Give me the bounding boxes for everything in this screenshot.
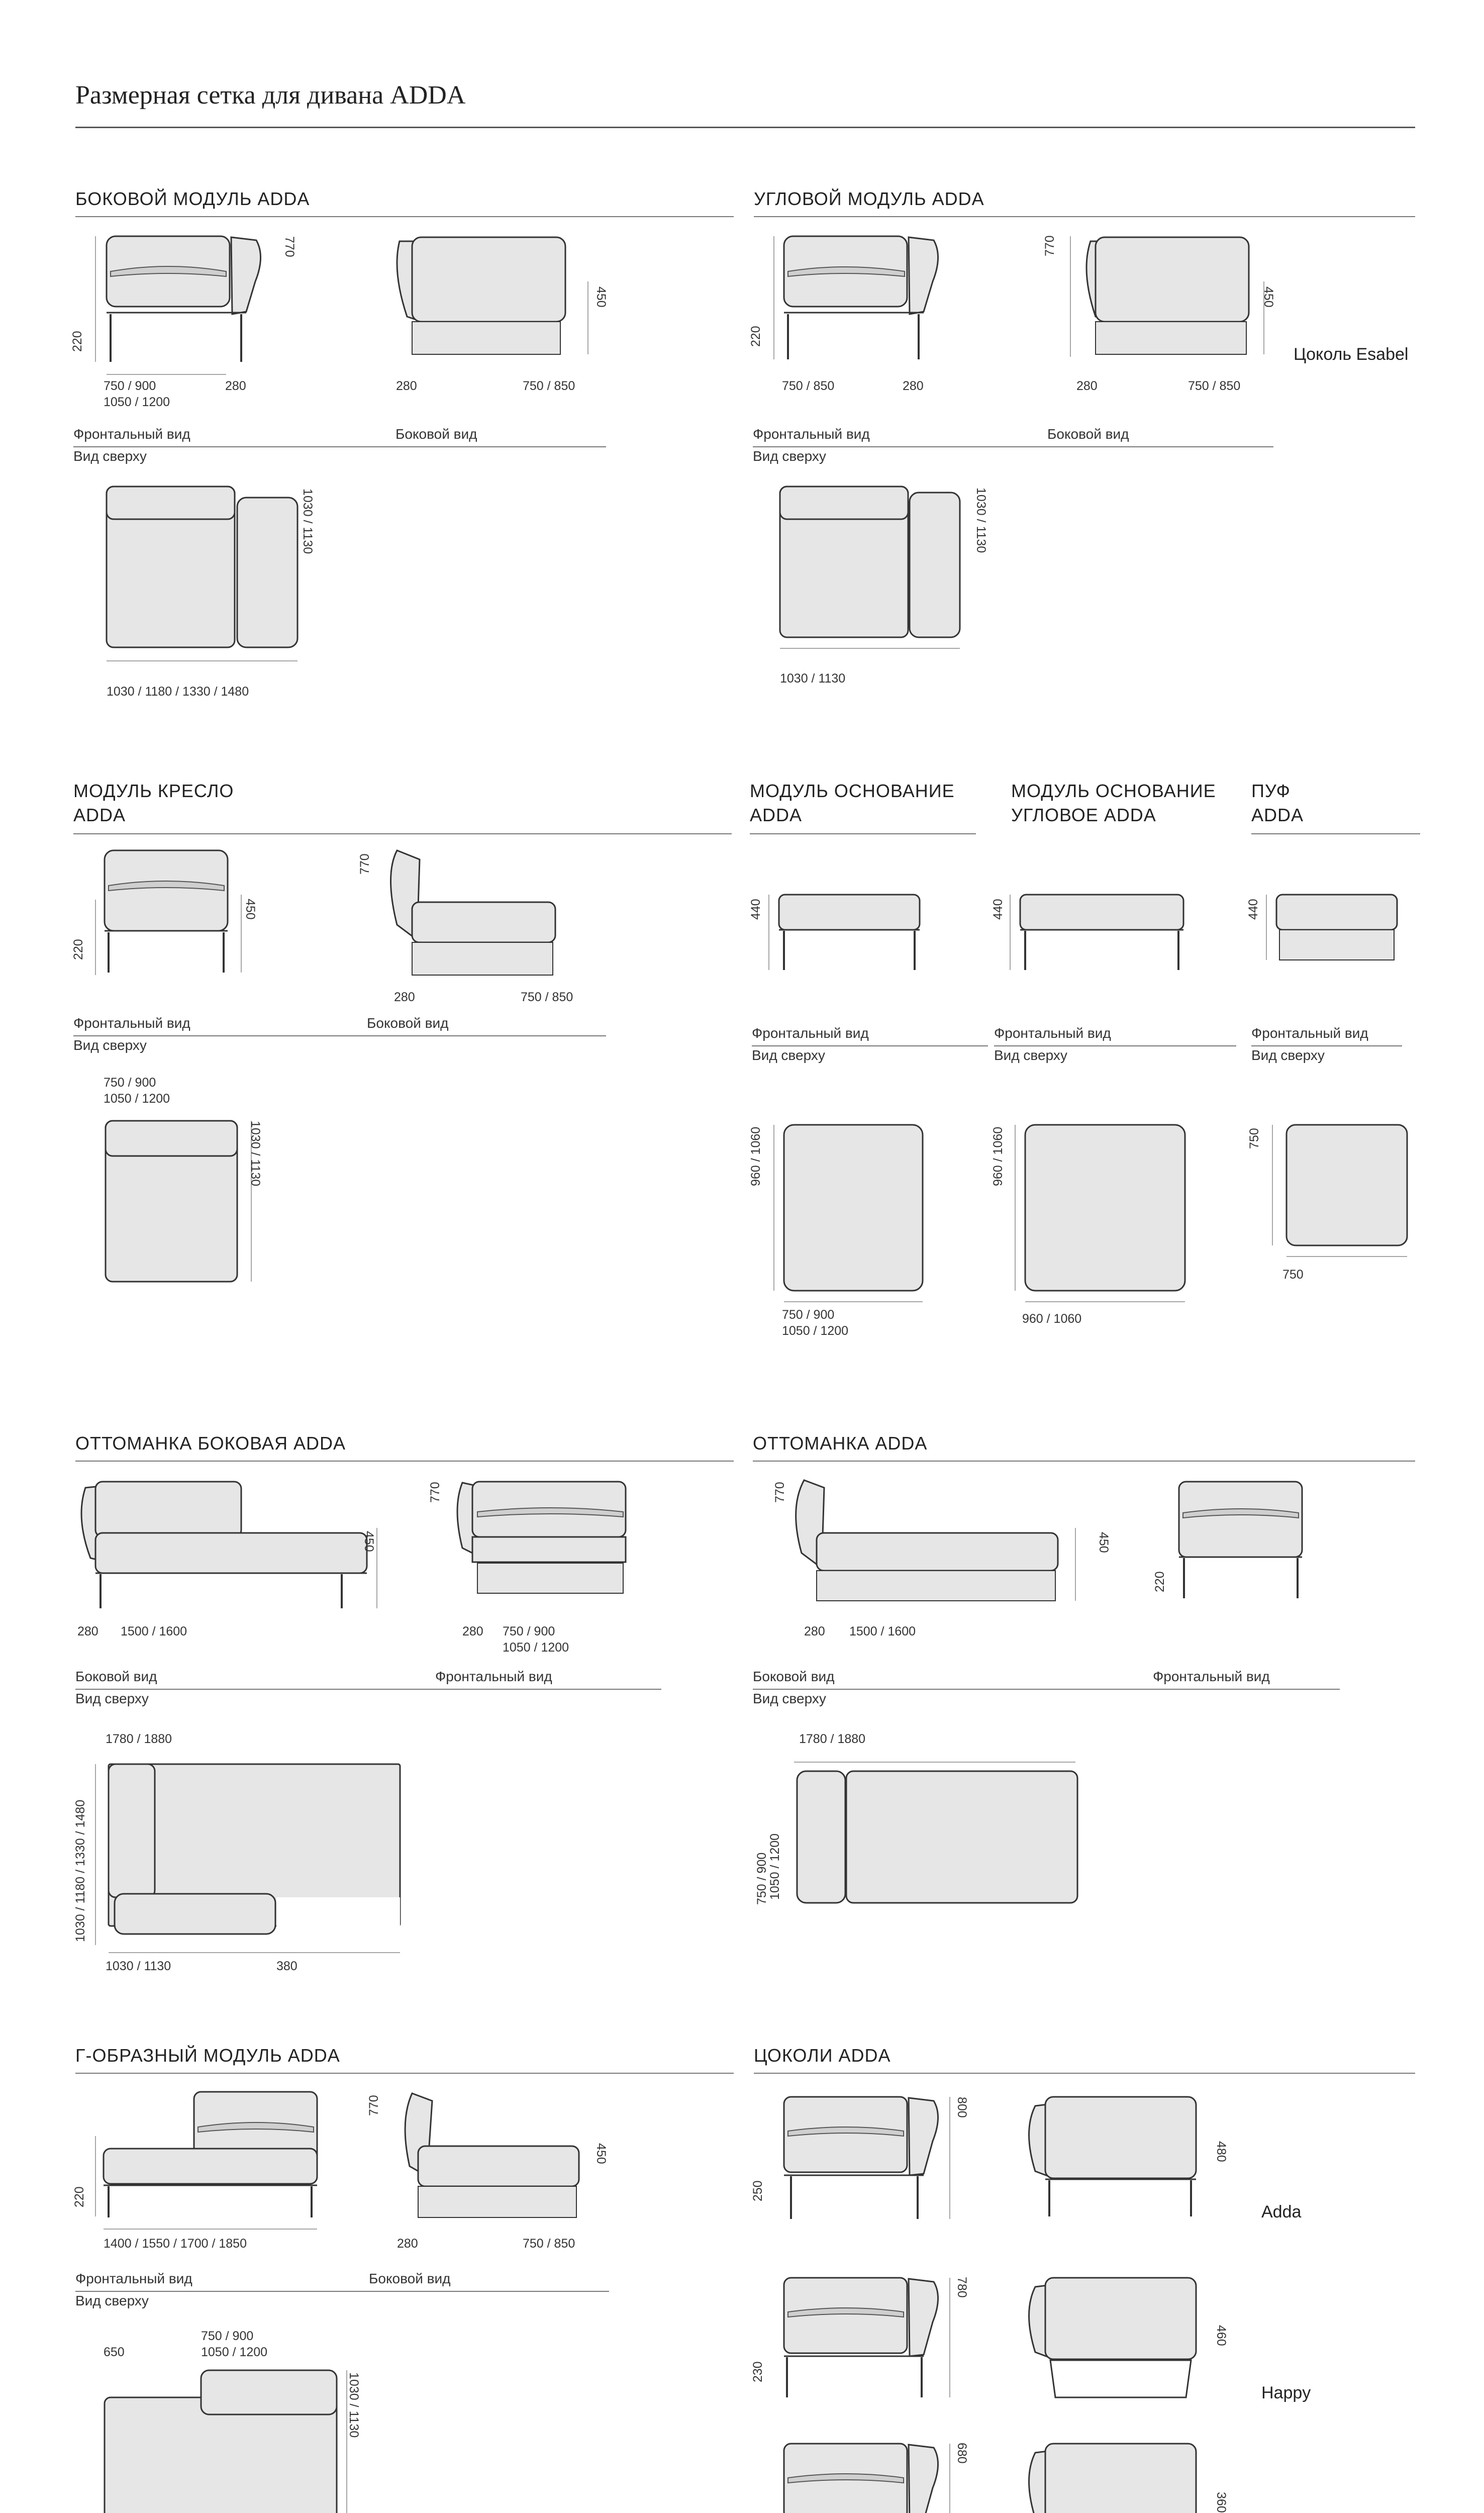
section-rule <box>75 2073 734 2074</box>
dim-top-1050: 1050 / 1200 <box>201 2345 268 2359</box>
plinth-adda-dim-800: 800 <box>955 2097 969 2118</box>
dim-top-width: 1030 / 1130 <box>780 671 846 686</box>
dim-top-width: 750 <box>1282 1268 1304 1282</box>
dim-450: 450 <box>594 2143 608 2164</box>
dim-450: 450 <box>1097 1532 1111 1553</box>
dim-top-1050v: 1050 / 1200 <box>768 1833 782 1900</box>
armchair-side-drawing <box>382 844 583 985</box>
view-rule <box>1251 1045 1402 1046</box>
dim-side-280: 280 <box>396 379 417 393</box>
corner-module-top-drawing <box>774 482 985 673</box>
dim-top-750: 750 <box>1247 1128 1261 1149</box>
dim-side-750: 750 / 850 <box>523 2237 575 2251</box>
dim-220: 220 <box>749 326 763 347</box>
dim-top-1030: 1030 / 1130 <box>974 488 988 553</box>
dim-440: 440 <box>991 899 1005 920</box>
side-module-front-drawing <box>75 231 317 382</box>
label-side-view: Боковой вид <box>1047 426 1129 442</box>
label-front-view: Фронтальный вид <box>73 426 190 442</box>
plinth-happy-dim-780: 780 <box>955 2277 969 2298</box>
section-rule <box>754 2073 1415 2074</box>
dim-top-width-2: 1050 / 1200 <box>104 1092 170 1106</box>
dim-top-1030: 1030 / 1130 <box>106 1959 171 1973</box>
dim-top-1030: 1030 / 1130 <box>347 2372 361 2438</box>
section-rule <box>75 1461 734 1462</box>
dim-280: 280 <box>225 379 246 393</box>
section-title-corner-base-1: МОДУЛЬ ОСНОВАНИЕ <box>1011 781 1216 801</box>
dim-top-width: 960 / 1060 <box>1022 1312 1082 1326</box>
dim-top-960: 960 / 1060 <box>749 1126 763 1186</box>
label-front-view: Фронтальный вид <box>752 1025 869 1041</box>
label-top-view: Вид сверху <box>73 448 147 464</box>
section-title-side-module: БОКОВОЙ МОДУЛЬ ADDA <box>75 188 310 209</box>
dim-450: 450 <box>594 286 608 308</box>
side-module-side-drawing <box>392 231 603 377</box>
view-rule <box>994 1045 1236 1046</box>
dim-side-750: 750 / 850 <box>523 379 575 393</box>
corner-base-front-drawing <box>1005 890 1196 985</box>
section-rule <box>75 216 734 217</box>
section-title-base-module-1: МОДУЛЬ ОСНОВАНИЕ <box>750 781 955 801</box>
plinth-adda-label: Adda <box>1261 2202 1302 2221</box>
dim-front-750: 750 / 900 <box>503 1624 555 1638</box>
pouf-top-drawing <box>1266 1121 1417 1272</box>
pouf-front-drawing <box>1261 890 1412 985</box>
dim-220: 220 <box>1153 1571 1167 1592</box>
section-rule <box>750 833 976 834</box>
label-side-view: Боковой вид <box>753 1669 835 1684</box>
dim-side-750: 750 / 850 <box>1188 379 1241 393</box>
plinth-happy-front-drawing <box>774 2272 975 2412</box>
dim-440: 440 <box>749 899 763 920</box>
label-front-view: Фронтальный вид <box>435 1669 552 1684</box>
dim-top-380: 380 <box>276 1959 298 1973</box>
l-module-side-drawing <box>392 2086 603 2237</box>
view-rule <box>73 1035 606 1036</box>
ottoman-front-drawing <box>1166 1473 1317 1613</box>
label-top-view: Вид сверху <box>75 2293 149 2308</box>
dim-770: 770 <box>358 853 372 875</box>
label-top-view: Вид сверху <box>1251 1047 1325 1063</box>
label-front-view: Фронтальный вид <box>1251 1025 1368 1041</box>
dim-top-750v: 750 / 900 <box>755 1852 769 1905</box>
dim-side-280: 280 <box>1076 379 1098 393</box>
dim-1500: 1500 / 1600 <box>121 1624 187 1638</box>
l-module-front-drawing <box>75 2086 337 2237</box>
section-title-l-module: Г-ОБРАЗНЫЙ МОДУЛЬ ADDA <box>75 2045 340 2066</box>
plinth-happy-side-drawing <box>1015 2272 1216 2412</box>
side-ottoman-top-drawing <box>90 1759 412 1960</box>
dim-450: 450 <box>1261 286 1275 308</box>
ottoman-top-drawing <box>784 1759 1085 1910</box>
dim-280: 280 <box>804 1624 825 1638</box>
title-rule <box>75 127 1415 128</box>
dim-top-1780: 1780 / 1880 <box>106 1732 172 1746</box>
dim-280: 280 <box>77 1624 98 1638</box>
dim-440: 440 <box>1246 899 1260 920</box>
label-top-view: Вид сверху <box>753 1691 826 1706</box>
section-rule <box>73 833 732 834</box>
dim-width: 1400 / 1550 / 1700 / 1850 <box>104 2237 247 2251</box>
dim-top-width: 750 / 900 <box>782 1308 835 1322</box>
dim-top-1030: 1030 / 1130 <box>248 1121 262 1187</box>
label-top-view: Вид сверху <box>73 1037 147 1053</box>
side-ottoman-side-drawing <box>75 1473 387 1623</box>
plinth-adda-dim-250: 250 <box>751 2180 765 2201</box>
plinth-happy-dim-230: 230 <box>751 2361 765 2382</box>
dim-top-960: 960 / 1060 <box>991 1126 1005 1186</box>
corner-module-front-drawing <box>754 231 965 377</box>
plinth-ettore-front-drawing <box>774 2438 975 2513</box>
corner-base-top-drawing <box>1010 1121 1191 1312</box>
dim-top-width: 1030 / 1180 / 1330 / 1480 <box>107 685 249 699</box>
dim-top-750: 750 / 900 <box>201 2329 254 2343</box>
section-title-pouf-2: ADDA <box>1251 805 1304 825</box>
dim-220: 220 <box>71 939 85 960</box>
section-rule <box>1251 833 1420 834</box>
view-rule <box>73 446 606 447</box>
dim-width: 750 / 850 <box>782 379 835 393</box>
dim-top-width-2: 1050 / 1200 <box>782 1324 849 1338</box>
dim-770: 770 <box>1043 235 1057 256</box>
section-title-corner-module: УГЛОВОЙ МОДУЛЬ ADDA <box>754 188 984 209</box>
view-rule <box>753 1689 1340 1690</box>
label-side-view: Боковой вид <box>367 1015 449 1031</box>
ottoman-side-drawing <box>784 1473 1096 1623</box>
dim-side-280: 280 <box>394 990 415 1004</box>
dim-width: 750 / 900 <box>104 379 156 393</box>
dim-220: 220 <box>72 2186 86 2207</box>
view-rule <box>75 2291 609 2292</box>
dim-770: 770 <box>773 1482 787 1503</box>
l-module-top-drawing <box>101 2362 352 2513</box>
dim-770: 770 <box>367 2095 381 2116</box>
base-module-front-drawing <box>764 890 935 985</box>
label-front-view: Фронтальный вид <box>75 2271 192 2286</box>
dim-450: 450 <box>243 899 257 920</box>
label-top-view: Вид сверху <box>752 1047 825 1063</box>
section-title-armchair-2: ADDA <box>73 805 126 825</box>
label-top-view: Вид сверху <box>75 1691 149 1706</box>
label-top-view: Вид сверху <box>753 448 826 464</box>
page-title: Размерная сетка для дивана ADDA <box>75 81 466 110</box>
dim-220: 220 <box>70 331 84 352</box>
plinth-ettore-side-drawing <box>1015 2438 1216 2513</box>
armchair-top-drawing <box>101 1116 271 1302</box>
section-title-side-ottoman: ОТТОМАНКА БОКОВАЯ ADDA <box>75 1433 346 1454</box>
plinth-adda-front-drawing <box>774 2091 975 2232</box>
dim-280: 280 <box>903 379 924 393</box>
label-front-view: Фронтальный вид <box>994 1025 1111 1041</box>
dim-top-650: 650 <box>104 2345 125 2359</box>
dim-1500: 1500 / 1600 <box>849 1624 916 1638</box>
dim-side-280: 280 <box>397 2237 418 2251</box>
view-rule <box>752 1045 988 1046</box>
dim-top-1780: 1780 / 1880 <box>799 1732 866 1746</box>
section-title-plinths: ЦОКОЛИ ADDA <box>754 2045 891 2066</box>
plinth-ettore-dim-360: 360 <box>1214 2492 1228 2513</box>
plinth-happy-label: Happy <box>1261 2383 1311 2402</box>
section-title-pouf-1: ПУФ <box>1251 781 1291 801</box>
plinth-esabel-label: Цоколь Esabel <box>1294 345 1409 364</box>
plinth-adda-dim-480: 480 <box>1214 2141 1228 2162</box>
dim-770: 770 <box>282 236 296 257</box>
view-rule <box>753 446 1273 447</box>
label-side-view: Боковой вид <box>395 426 477 442</box>
dim-top-1030-v: 1030 / 1180 / 1330 / 1480 <box>73 1799 87 1942</box>
dim-770: 770 <box>428 1482 442 1503</box>
dim-top-width: 750 / 900 <box>104 1076 156 1090</box>
view-rule <box>75 1689 661 1690</box>
side-ottoman-front-drawing <box>442 1473 643 1623</box>
corner-module-side-drawing <box>1065 231 1276 377</box>
label-front-view: Фронтальный вид <box>73 1015 190 1031</box>
label-side-view: Боковой вид <box>75 1669 157 1684</box>
plinth-adda-side-drawing <box>1015 2091 1216 2232</box>
label-top-view: Вид сверху <box>994 1047 1067 1063</box>
dim-side-750: 750 / 850 <box>521 990 573 1004</box>
dim-front-280: 280 <box>462 1624 483 1638</box>
plinth-ettore-dim-680: 680 <box>955 2443 969 2464</box>
dim-front-1050: 1050 / 1200 <box>503 1640 569 1655</box>
section-title-ottoman: ОТТОМАНКА ADDA <box>753 1433 928 1454</box>
section-title-armchair-1: МОДУЛЬ КРЕСЛО <box>73 781 234 801</box>
dim-450: 450 <box>362 1531 376 1552</box>
dim-width-2: 1050 / 1200 <box>104 395 170 409</box>
side-module-top-drawing <box>101 482 312 673</box>
label-front-view: Фронтальный вид <box>1153 1669 1270 1684</box>
plinth-happy-dim-460: 460 <box>1214 2325 1228 2346</box>
section-rule <box>753 1461 1415 1462</box>
dim-top-1030: 1030 / 1130 <box>301 489 315 554</box>
section-title-base-module-2: ADDA <box>750 805 803 825</box>
label-side-view: Боковой вид <box>369 2271 451 2286</box>
section-rule <box>754 216 1415 217</box>
section-title-corner-base-2: УГЛОВОЕ ADDA <box>1011 805 1156 825</box>
label-front-view: Фронтальный вид <box>753 426 870 442</box>
base-module-top-drawing <box>769 1121 935 1312</box>
